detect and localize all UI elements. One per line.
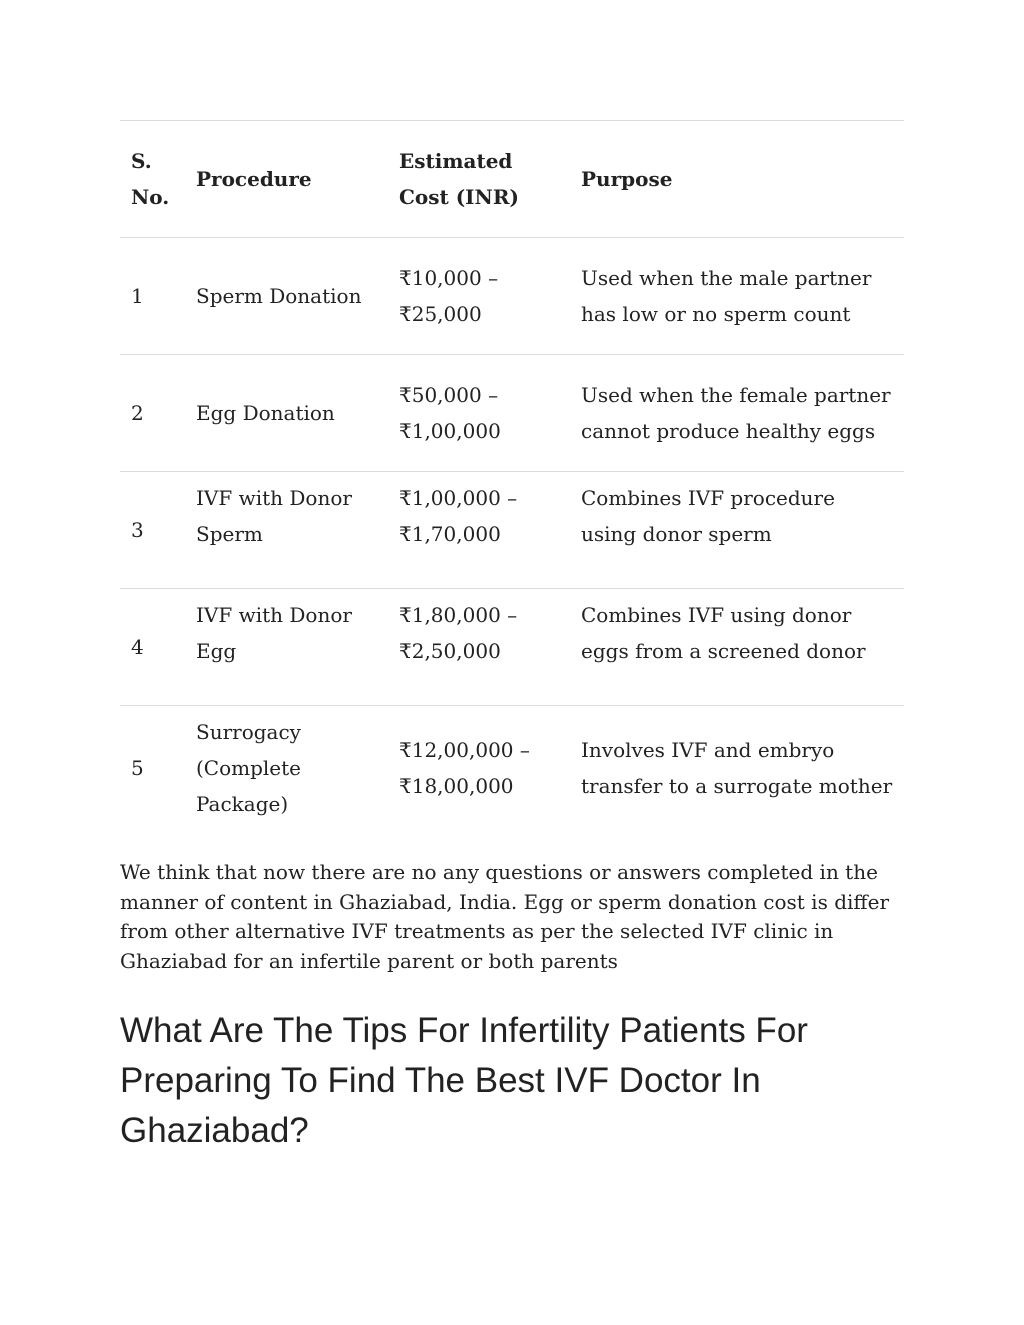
- body-paragraph: We think that now there are no any questions or answers completed in the manner of content in Ghaziabad, India. Egg or sperm donation cost is differ from other alternative IVF treatments as per the selected IVF clinic in Ghaziabad for an infertile parent or both parents: [120, 860, 890, 973]
- cost-high: ₹1,00,000: [399, 419, 501, 443]
- cell-procedure: IVF with Donor Egg: [186, 589, 389, 706]
- cell-cost: [389, 238, 571, 355]
- table-header-row: [120, 121, 904, 238]
- cell-sno: 2: [120, 355, 186, 472]
- header-sno: S. No.: [120, 121, 186, 238]
- cell-purpose: Combines IVF using donor eggs from a screened donor: [571, 589, 904, 706]
- section-heading: What Are The Tips For Infertility Patients For Preparing To Find The Best IVF Doctor In Ghaziabad?: [120, 1011, 808, 1150]
- cost-low: ₹1,00,000 –: [399, 486, 518, 510]
- donation-cost-table: [120, 120, 904, 830]
- cost-high: ₹18,00,000: [399, 774, 514, 798]
- table-row: [120, 355, 904, 472]
- table-row: [120, 589, 904, 706]
- cell-cost: [389, 589, 571, 706]
- table-row: [120, 472, 904, 589]
- cost-high: ₹1,70,000: [399, 522, 501, 546]
- cell-procedure: IVF with Donor Sperm: [186, 472, 389, 589]
- cell-purpose: Involves IVF and embryo transfer to a surrogate mother: [581, 738, 893, 798]
- cost-high: ₹25,000: [399, 302, 482, 326]
- cell-cost: [389, 472, 571, 589]
- header-procedure: Procedure: [186, 121, 389, 238]
- cost-low: ₹10,000 –: [399, 266, 499, 290]
- cost-low: ₹1,80,000 –: [399, 603, 518, 627]
- cell-sno: 3: [120, 472, 186, 589]
- cell-cost: [389, 355, 571, 472]
- cost-low: ₹50,000 –: [399, 383, 499, 407]
- document-page: [120, 120, 904, 1185]
- header-purpose: Purpose: [571, 121, 904, 238]
- cost-high: ₹2,50,000: [399, 639, 501, 663]
- cell-procedure: Surrogacy (Complete Package): [196, 720, 302, 816]
- header-cost: Estimated Cost (INR): [389, 121, 571, 238]
- cell-sno: 4: [120, 589, 186, 706]
- table-row: [120, 706, 904, 831]
- cell-sno: 1: [120, 238, 186, 355]
- cell-purpose: Combines IVF procedure using donor sperm: [571, 472, 904, 589]
- cell-purpose: Used when the female partner cannot produce healthy eggs: [571, 355, 904, 472]
- table-row: [120, 238, 904, 355]
- cell-procedure: Egg Donation: [186, 355, 389, 472]
- cell-sno: 5: [131, 756, 144, 780]
- cell-cost: [389, 706, 571, 831]
- cell-procedure: Sperm Donation: [186, 238, 389, 355]
- cell-purpose: Used when the male partner has low or no sperm count: [571, 238, 904, 355]
- cost-low: ₹12,00,000 –: [399, 738, 530, 762]
